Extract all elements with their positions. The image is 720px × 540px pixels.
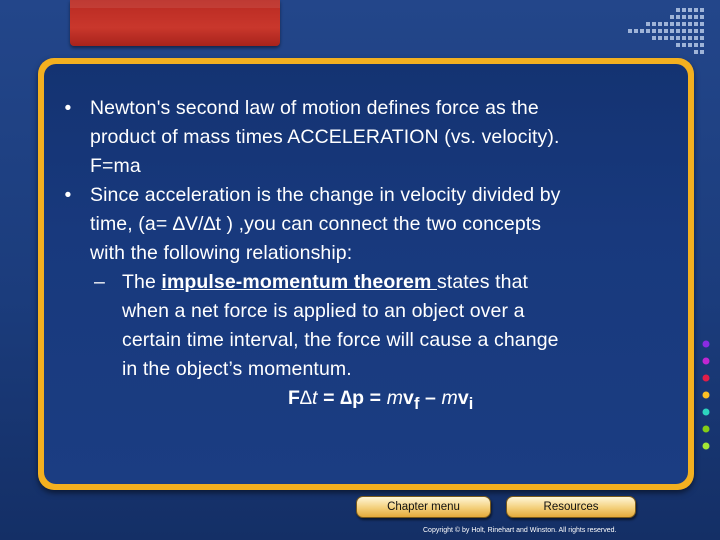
- impulse-momentum-equation: [58, 384, 683, 419]
- eq-subscript-i: i: [468, 394, 474, 413]
- eq-equals: =: [317, 387, 341, 409]
- bullet-line: time, (a= ∆V/∆t ) ,you can connect the two concepts: [90, 213, 542, 235]
- slide-body: [58, 94, 683, 419]
- eq-equals: =: [364, 387, 387, 409]
- sub-bullet-line: when a net force is applied to an object over a: [122, 300, 525, 322]
- bullet-line: with the following relationship:: [90, 242, 353, 264]
- eq-subscript-f: f: [413, 394, 420, 413]
- sub-bullet-impulse-momentum: [58, 268, 683, 384]
- dot-pattern-decoration: [612, 6, 712, 66]
- bullet-line: product of mass times ACCELERATION (vs. velocity).: [90, 126, 560, 148]
- bullet-acceleration: [58, 181, 683, 268]
- eq-velocity: v: [457, 387, 469, 409]
- bullet-line: Newton's second law of motion defines force as the: [90, 97, 539, 119]
- sub-bullet-prefix: The: [122, 271, 162, 293]
- sub-bullet-line: certain time interval, the force will cause a change: [122, 329, 559, 351]
- sub-bullet-line: in the object’s momentum.: [122, 358, 352, 380]
- sub-bullet-suffix: states that: [436, 271, 529, 293]
- bullet-marker: •: [64, 97, 72, 119]
- bullet-line: F=ma: [90, 155, 141, 177]
- color-dots-decoration: [699, 337, 713, 457]
- eq-delta-p: ∆p: [340, 387, 365, 409]
- copyright-notice: Copyright © by Holt, Rinehart and Winston. All rights reserved.: [423, 527, 617, 534]
- bullet-marker: •: [64, 184, 72, 206]
- eq-minus: –: [419, 387, 442, 409]
- eq-mass: m: [441, 387, 458, 409]
- sub-bullet-marker: –: [94, 271, 105, 293]
- eq-velocity: v: [403, 387, 414, 409]
- eq-delta-t: ∆t: [300, 387, 318, 409]
- header-tab-decoration: [70, 0, 280, 46]
- eq-mass: m: [386, 387, 404, 409]
- eq-force: F: [288, 387, 301, 409]
- bullet-newtons-second-law: [58, 94, 683, 181]
- bullet-line: Since acceleration is the change in velocity divided by: [90, 184, 561, 206]
- chapter-menu-button[interactable]: Chapter menu: [356, 496, 491, 518]
- resources-button[interactable]: Resources: [506, 496, 636, 518]
- sub-bullet-line: [122, 268, 683, 297]
- impulse-momentum-term: impulse-momentum theorem: [161, 271, 437, 293]
